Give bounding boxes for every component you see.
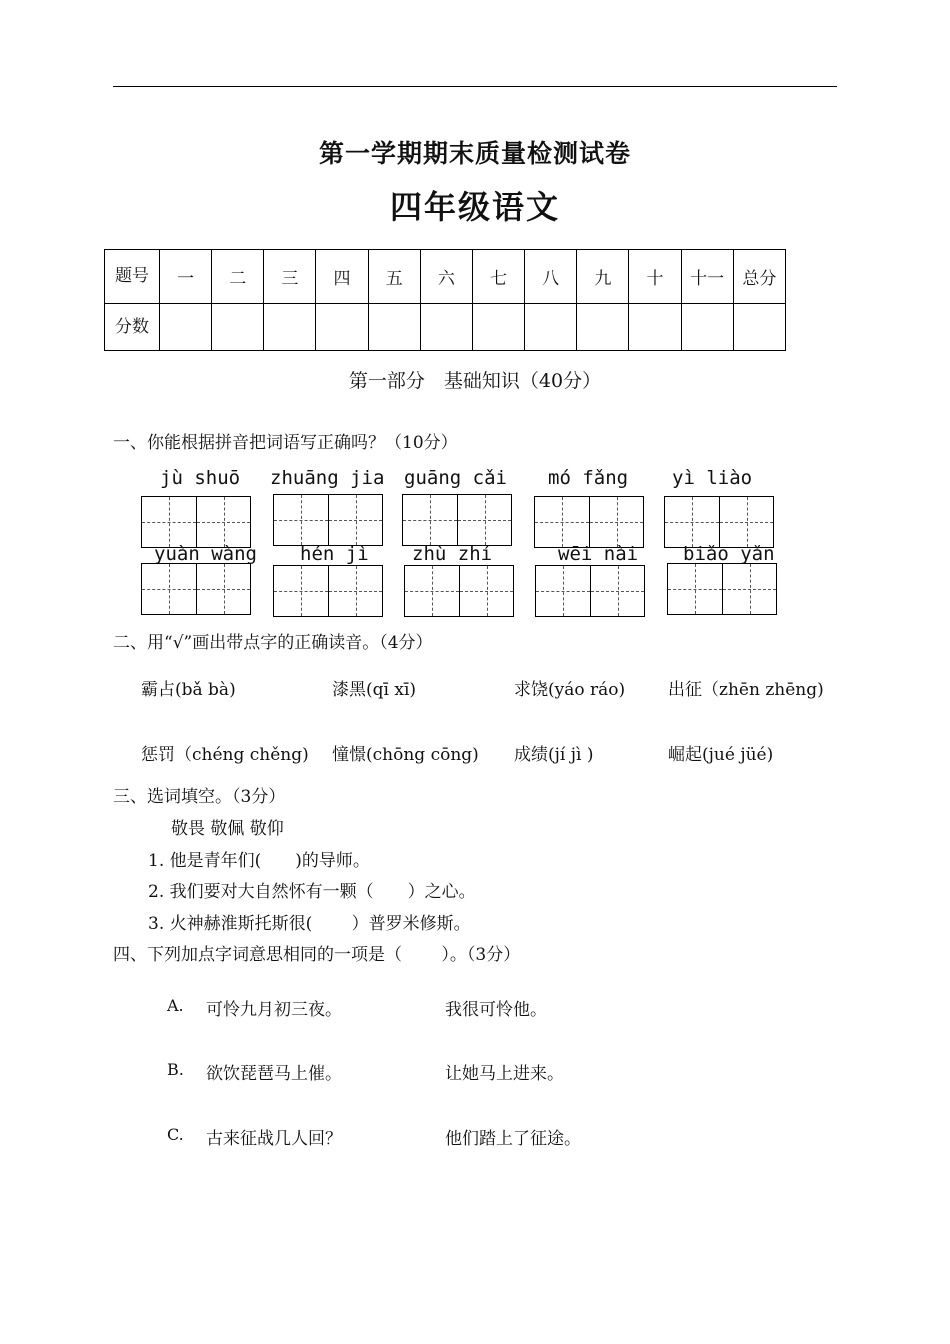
reading-option: 霸占(bǎ bà) [141, 680, 236, 700]
option-letter: C. [167, 1125, 184, 1144]
reading-option: 出征（zhēn zhēng) [668, 680, 824, 700]
score-cell [472, 303, 524, 350]
score-cell [629, 303, 681, 350]
writing-grid[interactable] [404, 565, 514, 617]
exam-title: 第一学期期末质量检测试卷 [318, 139, 631, 168]
q3-item-2: 2. 我们要对大自然怀有一颗（ ）之心。 [148, 882, 476, 902]
pinyin-label: zhuāng jia [270, 467, 385, 489]
pinyin-label: biǎo yǎn [683, 543, 775, 565]
option-left-sentence: 欲饮琵琶马上催。 [206, 1064, 342, 1084]
pinyin-label: yì liào [672, 467, 753, 489]
score-cell [420, 303, 472, 350]
score-cell [525, 303, 577, 350]
score-col-6: 六 [420, 250, 472, 304]
score-cell [733, 303, 785, 350]
q3-prompt: 三、选词填空。（3分） [113, 787, 286, 807]
score-col-11: 十一 [681, 250, 733, 304]
writing-grid[interactable] [534, 496, 644, 548]
score-cell [368, 303, 420, 350]
score-table-row2-label: 分数 [105, 303, 160, 350]
writing-grid[interactable] [141, 496, 251, 548]
score-col-1: 一 [160, 250, 212, 304]
score-col-8: 八 [525, 250, 577, 304]
score-table-score-row [105, 303, 786, 350]
reading-option: 憧憬(chōng cōng) [332, 745, 479, 765]
score-col-7: 七 [472, 250, 524, 304]
score-col-4: 四 [316, 250, 368, 304]
pinyin-label: mó fǎng [548, 467, 629, 489]
writing-grid[interactable] [664, 496, 774, 548]
exam-subtitle: 四年级语文 [389, 188, 560, 226]
score-col-2: 二 [212, 250, 264, 304]
score-cell [316, 303, 368, 350]
score-col-9: 九 [577, 250, 629, 304]
q3-item-1: 1. 他是青年们( )的导师。 [148, 851, 370, 871]
reading-option: 成绩(jí jì ) [514, 745, 594, 765]
pinyin-label: jù shuō [160, 467, 241, 489]
q3-word-choices: 敬畏 敬佩 敬仰 [171, 819, 284, 839]
score-cell [160, 303, 212, 350]
part-one-title: 第一部分 基础知识（40分） [348, 370, 602, 392]
pinyin-label: zhù zhí [412, 543, 493, 565]
score-col-3: 三 [264, 250, 316, 304]
option-left-sentence: 可怜九月初三夜。 [206, 1000, 342, 1020]
writing-grid[interactable] [273, 565, 383, 617]
writing-grid[interactable] [141, 563, 251, 615]
pinyin-label: wēi nài [558, 543, 639, 565]
score-table [104, 249, 786, 351]
reading-option: 崛起(jué jüé) [668, 745, 774, 765]
score-col-10: 十 [629, 250, 681, 304]
writing-grid[interactable] [535, 565, 645, 617]
score-col-total: 总分 [733, 250, 785, 304]
score-cell [264, 303, 316, 350]
score-cell [681, 303, 733, 350]
score-table-row1-label: 题号 [105, 250, 160, 304]
q3-item-3: 3. 火神赫淮斯托斯很( ）普罗米修斯。 [148, 914, 471, 934]
pinyin-label: hén jì [300, 543, 369, 565]
pinyin-label: yuàn wàng [154, 543, 257, 565]
option-letter: A. [167, 996, 184, 1015]
q2-prompt: 二、用“√”画出带点字的正确读音。（4分） [113, 633, 433, 653]
option-letter: B. [167, 1060, 184, 1079]
writing-grid[interactable] [273, 494, 383, 546]
reading-option: 求饶(yáo ráo) [514, 680, 626, 700]
q1-prompt: 一、你能根据拼音把词语写正确吗？（10分） [113, 433, 458, 453]
pinyin-label: guāng cǎi [404, 467, 507, 489]
score-cell [577, 303, 629, 350]
score-cell [212, 303, 264, 350]
option-left-sentence: 古来征战几人回？ [206, 1129, 342, 1149]
reading-option: 惩罚（chéng chěng) [141, 745, 309, 765]
score-table-header-row [105, 250, 786, 304]
q4-prompt: 四、下列加点字词意思相同的一项是（ ）。（3分） [113, 945, 521, 965]
header-rule [113, 86, 837, 87]
reading-option: 漆黑(qī xī) [332, 680, 417, 700]
writing-grid[interactable] [667, 563, 777, 615]
score-col-5: 五 [368, 250, 420, 304]
option-right-sentence: 我很可怜他。 [445, 1000, 547, 1020]
writing-grid[interactable] [402, 494, 512, 546]
option-right-sentence: 让她马上进来。 [445, 1064, 564, 1084]
option-right-sentence: 他们踏上了征途。 [445, 1129, 581, 1149]
